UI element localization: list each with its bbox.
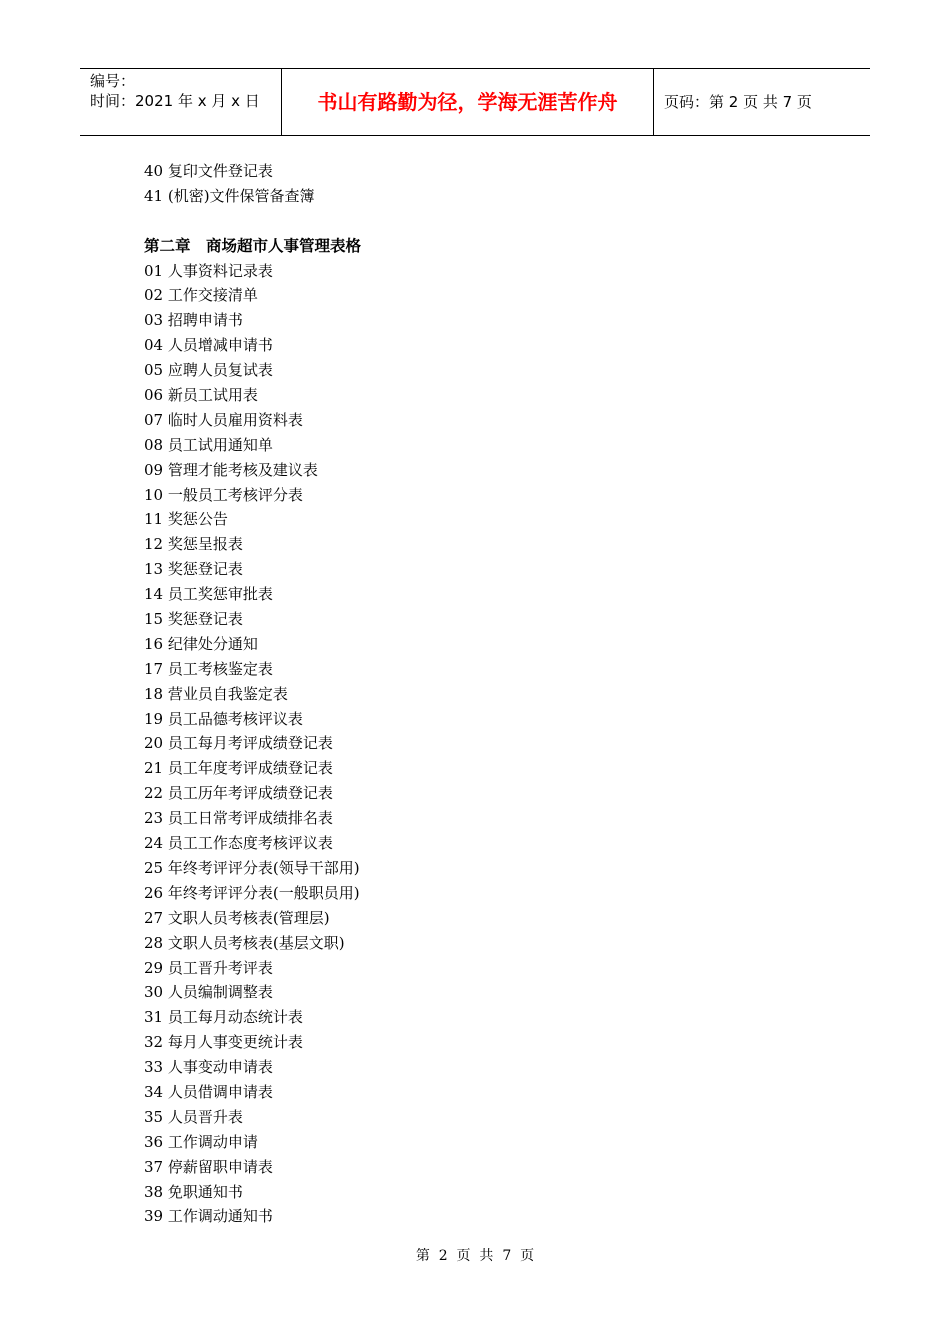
list-item: 32 每月人事变更统计表 [144,1033,303,1052]
header-motto: 书山有路勤为径，学海无涯苦作舟 [282,69,654,135]
list-item: 24 员工工作态度考核评议表 [144,834,333,853]
list-item: 23 员工日常考评成绩排名表 [144,809,333,828]
list-item: 18 营业员自我鉴定表 [144,684,288,703]
list-item: 04 人员增减申请书 [144,336,273,355]
list-item: 02 工作交接清单 [144,286,258,305]
list-item: 29 员工晋升考评表 [144,958,273,977]
list-item: 12 奖惩呈报表 [144,535,243,554]
list-item: 26 年终考评评分表(一般职员用) [144,883,360,902]
list-item: 34 人员借调申请表 [144,1082,273,1101]
list-item: 41 (机密)文件保管备查簿 [144,186,315,205]
list-item: 07 临时人员雇用资料表 [144,410,303,429]
header-page-label: 页码：第 2 页 共 7 页 [664,93,812,111]
list-item: 17 员工考核鉴定表 [144,659,273,678]
list-item: 35 人员晋升表 [144,1107,243,1126]
time-label: 时间：2021 年 x 月 x 日 [90,92,260,110]
list-item: 31 员工每月动态统计表 [144,1008,303,1027]
list-item: 19 员工品德考核评议表 [144,709,303,728]
list-item: 20 员工每月考评成绩登记表 [144,734,333,753]
list-item: 05 应聘人员复试表 [144,361,273,380]
list-item: 08 员工试用通知单 [144,435,273,454]
list-item: 25 年终考评评分表(领导干部用) [144,858,360,877]
header-meta-cell [80,69,282,135]
list-item: 38 免职通知书 [144,1182,243,1201]
list-item: 03 招聘申请书 [144,311,243,330]
list-item: 01 人事资料记录表 [144,261,273,280]
spacer [144,209,844,234]
list-item: 06 新员工试用表 [144,386,258,405]
chapter-title: 第二章 商场超市人事管理表格 [144,236,362,255]
list-item: 40 复印文件登记表 [144,162,273,180]
list-item: 37 停薪留职申请表 [144,1157,273,1176]
list-item: 16 纪律处分通知 [144,634,258,653]
list-item: 30 人员编制调整表 [144,983,273,1002]
list-item: 27 文职人员考核表(管理层) [144,908,330,927]
list-item: 28 文职人员考核表(基层文职) [144,933,345,952]
list-item: 21 员工年度考评成绩登记表 [144,759,333,778]
list-item: 11 奖惩公告 [144,510,228,529]
list-item: 10 一般员工考核评分表 [144,485,303,504]
list-item: 14 员工奖惩审批表 [144,585,273,604]
list-item: 22 员工历年考评成绩登记表 [144,784,333,803]
list-item: 39 工作调动通知书 [144,1207,273,1226]
list-item: 13 奖惩登记表 [144,560,243,579]
page-footer: 第 2 页 共 7 页 [415,1248,535,1264]
number-label: 编号： [90,72,136,90]
list-item: 15 奖惩登记表 [144,610,243,629]
form-list [144,259,844,1230]
document-body [144,159,844,1229]
list-item: 36 工作调动申请 [144,1132,258,1151]
list-item: 33 人事变动申请表 [144,1058,273,1077]
list-item: 09 管理才能考核及建议表 [144,460,318,479]
page-header [80,68,870,136]
